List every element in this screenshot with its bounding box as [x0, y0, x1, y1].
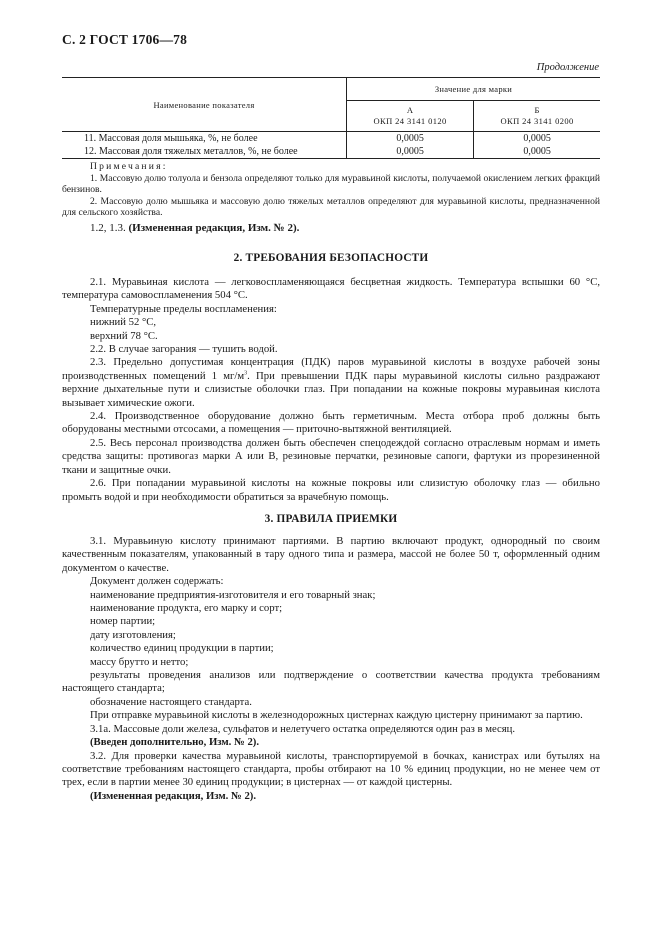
table-header-value: Значение для марки: [347, 78, 601, 101]
paragraph: 3.1. Муравьиную кислоту принимают партиями. В партию включают продукт, однородный по своим качественным показателям, упакованный в тару одного типа и размера, массой не более 50 т, оформленный одним документом о качестве.: [62, 535, 600, 574]
paragraph: [62, 356, 600, 410]
list-item: дату изготовления;: [90, 628, 176, 641]
table-row: [62, 145, 600, 159]
table-notes: [62, 161, 600, 219]
list-item: обозначение настоящего стандарта.: [90, 695, 252, 708]
paragraph: 2.5. Весь персонал производства должен быть обеспечен спецодеждой согласно отраслевым нормам и иметь средства защиты: противогаз марки А или В, резиновые перчатки, резиновые сапоги, фартуки из прорезиненной ткани и защитные очки.: [62, 436, 600, 476]
list-item: количество единиц продукции в партии;: [90, 642, 274, 655]
section-title-safety: 2. ТРЕБОВАНИЯ БЕЗОПАСНОСТИ: [233, 252, 429, 264]
amendment-text: (Измененная редакция, Изм. № 2).: [128, 222, 300, 234]
amendment-note: (Измененная редакция, Изм. № 2).: [90, 789, 257, 802]
paragraph: 3.1а. Массовые доли железа, сульфатов и нелетучего остатка определяются один раз в месяц.: [90, 722, 516, 735]
paragraph: 2.2. В случае загорания — тушить водой.: [90, 343, 278, 356]
note-item: 1. Массовую долю толуола и бензола определяют только для муравьиной кислоты, получаемой окислением легких фракций бензинов.: [62, 172, 600, 196]
grade-a-okp: ОКП 24 3141 0120: [373, 116, 447, 126]
list-item: результаты проведения анализов или подтверждение о соответствии качества продукта требованиям настоящего стандарта;: [62, 669, 600, 695]
row-name: 11. Массовая доля мышьяка, %, не более: [62, 132, 347, 146]
section-body-acceptance: [62, 535, 600, 803]
pdk-text-a: 2.3. Предельно допустимая концентрация (ПДК) паров муравьиной кислоты в воздухе рабочей зоны производственных помещений 1 мг/м: [62, 356, 600, 382]
row-value-a: 0,0005: [347, 145, 474, 159]
paragraph: Документ должен содержать:: [90, 575, 224, 588]
grade-b-okp: ОКП 24 3141 0200: [500, 116, 574, 126]
page-header: С. 2 ГОСТ 1706—78: [62, 32, 188, 47]
grade-b-mark: Б: [534, 105, 540, 115]
grade-a-mark: А: [406, 105, 414, 115]
note-item: 2. Массовую долю мышьяка и массовую долю тяжелых металлов определяют для муравьиной кислоты, предназначенной для сельского хозяйства.: [62, 195, 600, 219]
paragraph: 2.6. При попадании муравьиной кислоты на кожные покровы или слизистую оболочку глаз — обильно промыть водой и при необходимости обратиться за врачебную помощь.: [62, 477, 600, 503]
row-name: 12. Массовая доля тяжелых металлов, %, не более: [62, 145, 347, 159]
row-value-b: 0,0005: [523, 133, 551, 144]
paragraph: Температурные пределы воспламенения:: [90, 302, 277, 315]
paragraph: При отправке муравьиной кислоты в железнодорожных цистернах каждую цистерну принимают за партию.: [90, 709, 583, 722]
amendment-prefix: 1.2, 1.3.: [90, 222, 126, 234]
notes-title: Примечания:: [90, 161, 168, 172]
list-item: массу брутто и нетто;: [90, 655, 189, 668]
amendment-note: (Введен дополнительно, Изм. № 2).: [90, 736, 260, 749]
list-item: наименование продукта, его марку и сорт;: [90, 602, 283, 615]
table-row: [62, 132, 600, 146]
amendment-note: [90, 222, 299, 234]
row-value-a: 0,0005: [347, 132, 474, 146]
list-item: верхний 78 °С.: [90, 329, 158, 342]
table-header-grade-b: [474, 101, 600, 132]
list-item: нижний 52 °С,: [90, 316, 157, 329]
section-title-acceptance: 3. ПРАВИЛА ПРИЕМКИ: [264, 513, 398, 525]
paragraph: 2.4. Производственное оборудование должно быть герметичным. Места отбора проб должны быть оборудованы местными отсосами, а помещения — приточно-вытяжной вентиляцией.: [62, 410, 600, 436]
pdk-unit-superscript: 3: [244, 370, 248, 377]
paragraph: 3.2. Для проверки качества муравьиной кислоты, транспортируемой в бочках, канистрах или бутылях на соответствие требованиям настоящего стандарта, пробы отбирают на 10 % единиц продукции, но не менее чем от трех, если в партии менее 30 единиц продукции; в цистернах — от каждой цистерны.: [62, 749, 600, 789]
table-header-grade-a: [347, 101, 474, 132]
pdk-text-b: . При превышении ПДК пары муравьиной кислоты сильно раздражают верхние дыхательные пути и слизистые оболочки глаз. При попадании на кожные покровы муравьиная кислота вызывает химические ожоги.: [62, 369, 600, 409]
row-value-b: 0,0005: [474, 145, 600, 159]
list-item: наименование предприятия-изготовителя и его товарный знак;: [90, 588, 376, 601]
section-body-safety: [62, 276, 600, 504]
continuation-label: Продолжение: [536, 62, 599, 73]
properties-table: [62, 77, 600, 159]
table-header-name: Наименование показателя: [62, 78, 347, 132]
list-item: номер партии;: [90, 615, 156, 628]
paragraph: 2.1. Муравьиная кислота — легковоспламеняющаяся бесцветная жидкость. Температура вспышки 60 °С, температура самовоспламенения 504 °С.: [62, 276, 600, 302]
